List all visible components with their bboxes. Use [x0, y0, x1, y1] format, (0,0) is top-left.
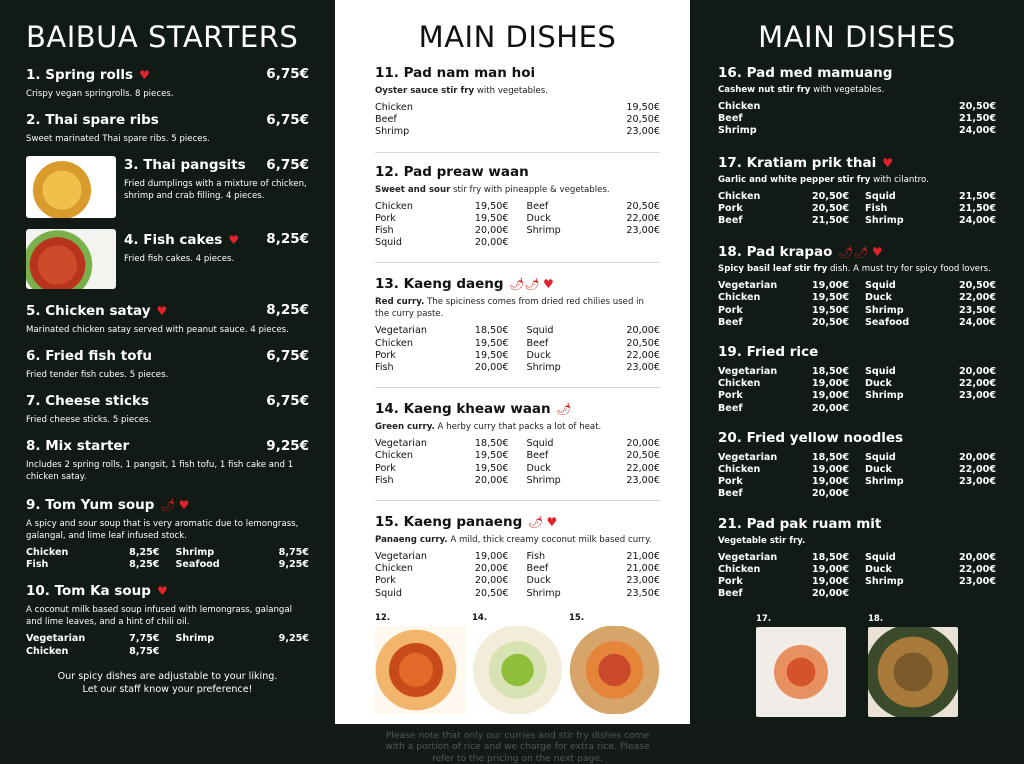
menu-item	[26, 300, 309, 336]
dish-photo	[472, 626, 563, 714]
divider	[375, 387, 660, 388]
photo-caption: 14.	[472, 612, 488, 623]
menu-item	[375, 398, 660, 487]
dish-description: Red curry. The spiciness comes from dried red chilies used in the curry paste.	[375, 297, 644, 320]
heart-icon: ♥	[156, 584, 168, 599]
option-price: 8,25€	[129, 559, 160, 571]
dish-price: 6,75€	[266, 66, 309, 82]
dish-price: 6,75€	[266, 157, 309, 173]
heart-icon: ♥	[178, 498, 190, 512]
dish-title: 1. Spring rolls	[26, 67, 134, 83]
menu-item	[26, 64, 309, 100]
photo-caption: 18.	[868, 614, 884, 625]
menu-item	[718, 64, 996, 138]
menu-item	[718, 515, 996, 601]
pangsits-photo	[26, 156, 116, 218]
dish-title: 2. Thai spare ribs	[26, 112, 159, 128]
menu-item	[375, 64, 660, 139]
dish-price: 8,25€	[266, 231, 309, 247]
photo-15	[569, 613, 660, 714]
panel-title: MAIN DISHES	[758, 20, 956, 54]
price-options	[26, 633, 309, 657]
menu-item	[375, 273, 660, 374]
dish-description: Crispy vegan springrolls. 8 pieces.	[26, 89, 174, 99]
photo-14	[472, 613, 563, 714]
dish-title: 5. Chicken satay	[26, 303, 151, 319]
dish-title: 3. Thai pangsits	[124, 157, 246, 173]
dish-price: 6,75€	[266, 112, 309, 128]
chili-icon: 🌶	[528, 515, 544, 530]
dish-description: Fried tender fish cubes. 5 pieces.	[26, 370, 169, 380]
dish-title: 12. Pad preaw waan	[375, 163, 529, 180]
dish-title: 13. Kaeng daeng	[375, 276, 504, 293]
rice-note: Please note that only our curries and stir fry dishes come with a portion of rice and we charge for extra rice. Please refer to the pricing on the next page.	[385, 729, 650, 764]
dish-description: Sweet and sour stir fry with pineapple & vegetables.	[375, 184, 610, 195]
option-name: Chicken	[26, 547, 69, 558]
option-row	[26, 547, 160, 559]
dish-photos	[375, 613, 660, 714]
photo-12	[375, 613, 466, 714]
menu-item	[26, 494, 309, 571]
dish-description: Marinated chicken satay served with peanut sauce. 4 pieces.	[26, 325, 289, 335]
option-row	[176, 559, 310, 571]
option-price: 9,25€	[278, 559, 309, 571]
spicy-note	[26, 670, 309, 696]
price-options: Vegetarian 19,00€ Fish 21,00€ Chicken 20,00€ Beef 21,00€ Pork 20,00€ Duck 23,00€ Squid 20,50€ Shrimp 23,50€	[375, 551, 660, 599]
heart-icon: ♥	[228, 233, 240, 247]
option-row	[26, 559, 160, 571]
heart-icon: ♥	[882, 155, 893, 170]
dish-title: 17. Kratiam prik thai	[718, 154, 877, 171]
menu-item	[26, 347, 309, 381]
dish-title: 21. Pad pak ruam mit	[718, 515, 882, 532]
option-name: Chicken	[26, 645, 69, 657]
dish-description: Cashew nut stir fry with vegetables.	[718, 85, 885, 95]
heart-icon: ♥	[546, 515, 558, 530]
main-dishes-panel-1	[335, 0, 690, 764]
dish-title: 19. Fried rice	[718, 344, 819, 361]
photo-18	[868, 614, 958, 717]
dish-photo	[569, 626, 660, 714]
dish-title: 20. Fried yellow noodles	[718, 429, 904, 446]
menu-item	[26, 437, 309, 483]
option-name: Seafood	[175, 559, 220, 571]
price-options: Vegetarian 18,50€ Squid 20,00€ Chicken 19,00€ Duck 22,00€ Pork 19,00€ Shrimp 23,00€ Beef 20,00€	[718, 551, 996, 600]
option-row	[26, 633, 160, 645]
panel-title: BAIBUA STARTERS	[26, 20, 299, 54]
dish-title: 18. Pad krapao	[718, 244, 833, 261]
option-name: Shrimp	[175, 633, 215, 645]
dish-description: Garlic and white pepper stir fry with cilantro.	[718, 174, 929, 185]
dish-description: Green curry. A herby curry that packs a lot of heat.	[375, 422, 602, 433]
price-options: Vegetarian 18,50€ Squid 20,00€ Chicken 19,00€ Duck 22,00€ Pork 19,00€ Shrimp 23,00€ Beef 20,00€	[718, 366, 996, 414]
menu-item	[26, 392, 309, 426]
dish-title: 14. Kaeng kheaw waan	[375, 401, 551, 418]
footer-line: Let our staff know your preference!	[82, 683, 253, 695]
chili-icon: 🌶	[160, 498, 176, 512]
option-name: Vegetarian	[26, 633, 86, 645]
dish-description: Fried fish cakes. 4 pieces.	[124, 254, 235, 264]
divider	[375, 500, 660, 501]
dish-title: 10. Tom Ka soup	[26, 583, 151, 600]
dish-description: Spicy basil leaf stir fry dish. A must try for spicy food lovers.	[718, 264, 991, 275]
divider	[375, 152, 660, 153]
price-options: Chicken 19,50€ Beef 20,50€ Pork 19,50€ Duck 22,00€ Fish 20,00€ Shrimp 23,00€ Squid 20,00€	[375, 200, 660, 249]
starters-panel	[0, 0, 335, 724]
dish-title: 6. Fried fish tofu	[26, 348, 152, 364]
option-price: 8,75€	[129, 645, 160, 657]
option-price: 7,75€	[129, 633, 160, 645]
dish-description: Fried dumplings with a mixture of chicken, shrimp and crab filling. 4 pieces.	[124, 179, 307, 201]
dish-title: 15. Kaeng panaeng	[375, 514, 523, 531]
dish-photo	[375, 626, 466, 714]
heart-icon: ♥	[543, 277, 554, 292]
dish-photo	[868, 627, 958, 717]
heart-icon: ♥	[156, 304, 168, 318]
price-options: Chicken 20,50€ Squid 21,50€ Pork 20,50€ Fish 21,50€ Beef 21,50€ Shrimp 24,00€	[718, 190, 996, 227]
chili-icon: 🌶🌶	[509, 277, 540, 292]
price-options: Chicken 19,50€ Beef 20,50€ Shrimp 23,00€	[375, 102, 660, 138]
menu-item	[26, 156, 309, 218]
menu-item	[375, 511, 660, 600]
menu-item	[375, 163, 660, 250]
heart-icon: ♥	[871, 245, 883, 260]
dish-photo	[756, 627, 846, 717]
price-options	[26, 547, 309, 571]
option-name: Fish	[26, 559, 49, 571]
photo-17	[756, 614, 846, 717]
menu-item	[718, 343, 996, 415]
dish-description: A spicy and sour soup that is very aromatic due to lemongrass, galangal, and lime leaf infused stock.	[26, 519, 299, 541]
dish-description: Includes 2 spring rolls, 1 pangsit, 1 fish tofu, 1 fish cake and 1 chicken satay.	[26, 460, 294, 482]
option-price: 8,75€	[278, 547, 309, 558]
dish-price: 9,25€	[266, 438, 309, 454]
price-options: Vegetarian 18,50€ Squid 20,00€ Chicken 19,50€ Beef 20,50€ Pork 19,50€ Duck 22,00€ Fish 20,00€ Shrimp 23,00€	[375, 325, 660, 374]
option-row	[26, 646, 160, 658]
dish-title: 4. Fish cakes	[124, 232, 223, 248]
dish-title: 9. Tom Yum soup	[26, 497, 155, 513]
photo-caption: 17.	[756, 614, 772, 625]
menu-item	[26, 111, 309, 145]
main-dishes-panel-2	[690, 0, 1024, 724]
heart-icon: ♥	[139, 68, 150, 82]
price-options: Chicken 20,50€ Beef 21,50€ Shrimp 24,00€	[718, 101, 996, 137]
chili-icon: 🌶	[556, 402, 572, 417]
footer-line: Our spicy dishes are adjustable to your liking.	[57, 670, 278, 682]
divider	[375, 262, 660, 263]
dish-description: A coconut milk based soup infused with lemongrass, galangal and lime leaves, and a hint of chili oil.	[26, 605, 293, 628]
option-price: 8,25€	[129, 547, 160, 558]
dish-title: 11. Pad nam man hoi	[375, 65, 536, 81]
dish-description: Sweet marinated Thai spare ribs. 5 pieces.	[26, 134, 210, 144]
dish-description: Fried cheese sticks. 5 pieces.	[26, 415, 152, 425]
menu-item	[718, 241, 996, 329]
dish-title: 7. Cheese sticks	[26, 393, 150, 409]
dish-title: 16. Pad med mamuang	[718, 65, 893, 81]
dish-price: 8,25€	[266, 302, 309, 318]
option-row	[176, 633, 310, 645]
price-options: Vegetarian 18,50€ Squid 20,00€ Chicken 19,50€ Beef 20,50€ Pork 19,50€ Duck 22,00€ Fish 20,00€ Shrimp 23,00€	[375, 438, 660, 486]
dish-photos	[718, 614, 996, 717]
option-price: 9,25€	[278, 633, 309, 645]
menu-item	[718, 152, 996, 228]
option-row	[176, 547, 310, 559]
dish-title: 8. Mix starter	[26, 438, 130, 454]
dish-description: Panaeng curry. A mild, thick creamy coconut milk based curry.	[375, 535, 652, 546]
dish-price: 6,75€	[266, 393, 309, 409]
dish-price: 6,75€	[266, 348, 309, 364]
fish-cakes-photo	[26, 229, 116, 289]
photo-caption: 15.	[569, 612, 585, 623]
menu-item	[26, 582, 309, 657]
price-options: Vegetarian 19,00€ Squid 20,50€ Chicken 19,50€ Duck 22,00€ Pork 19,50€ Shrimp 23,50€ Beef 20,50€ Seafood 24,00€	[718, 280, 996, 328]
chili-icon: 🌶🌶	[838, 245, 869, 260]
dish-description: Oyster sauce stir fry with vegetables.	[375, 86, 548, 96]
dish-description: Vegetable stir fry.	[718, 535, 806, 546]
price-options: Vegetarian 18,50€ Squid 20,00€ Chicken 19,00€ Duck 22,00€ Pork 19,00€ Shrimp 23,00€ Beef 20,00€	[718, 451, 996, 500]
menu-item	[718, 429, 996, 501]
menu-item	[26, 229, 309, 289]
option-name: Shrimp	[175, 547, 215, 558]
panel-title: MAIN DISHES	[418, 20, 617, 54]
photo-caption: 12.	[375, 612, 391, 623]
